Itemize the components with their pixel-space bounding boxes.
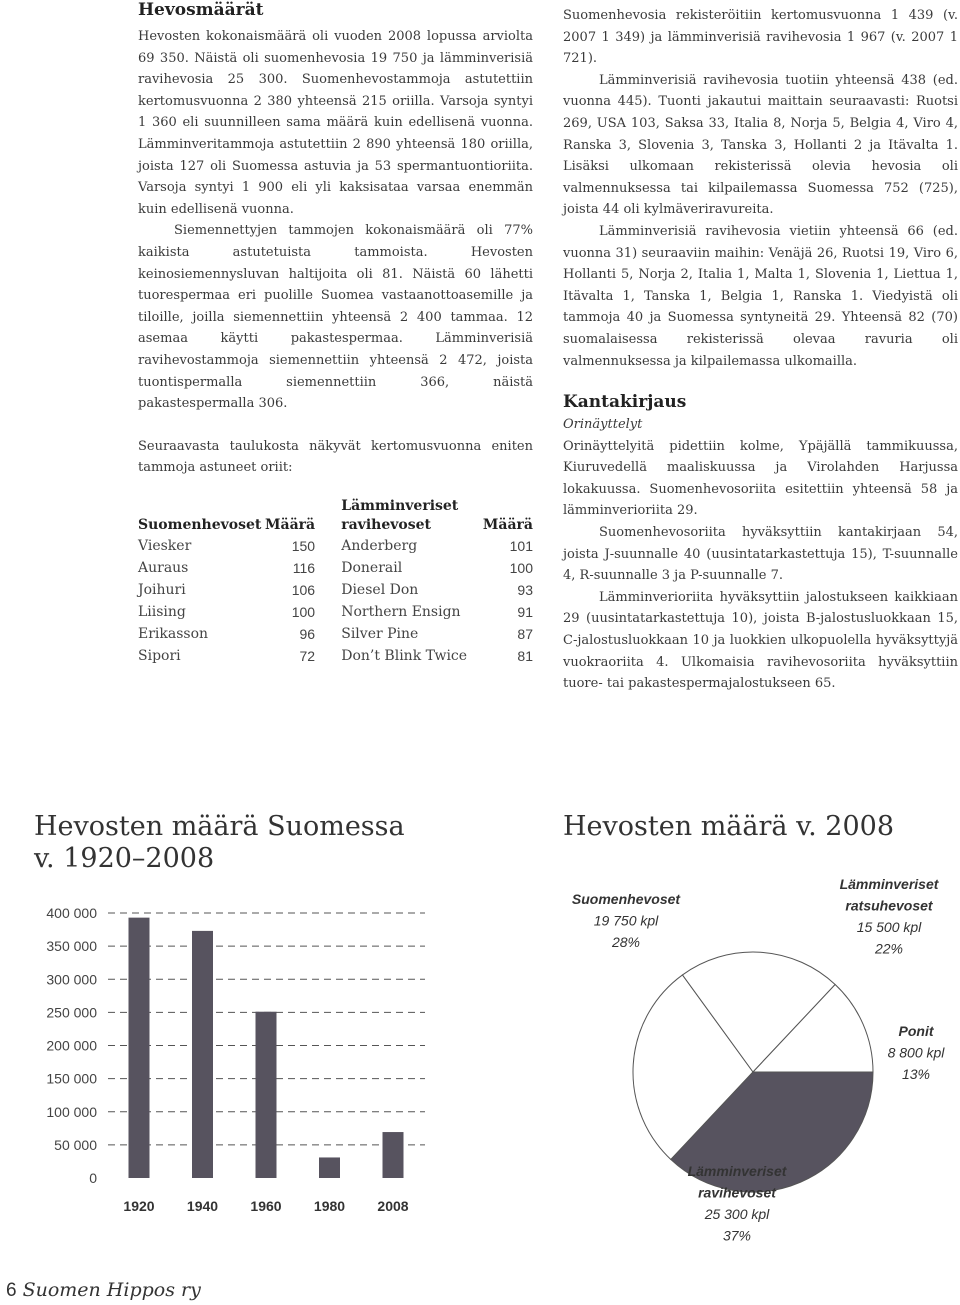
bar-1920 bbox=[129, 918, 150, 1178]
paragraph-exports: Lämminverisiä ravihevosia vietiin yhteensä 66 (ed. vuonna 31) seuraaviin maihin: Venäjä 26, Ruotsi 19, Viro 6, Hollanti 5, Norja 2, Italia 1, Malta 1, Slovenia 1, Liettua 1, Itävalta 1, Tanska 1, Belgia 1, Ranska 1. Viedyistä oli tammoja 40 ja Suomessa syntyneitä 29. Yhteensä 82 (70) suomalaisessa rekisterissä olevaa ravuria oli valmennuksessa ja kilpailemassa ulkomailla. bbox=[563, 223, 958, 369]
page-footer bbox=[6, 1279, 201, 1302]
y-tick-label: 50 000 bbox=[54, 1136, 97, 1153]
x-tick-label: 2008 bbox=[377, 1198, 409, 1214]
pie-label-percent: 13% bbox=[901, 1066, 931, 1082]
paragraph-registrations: Suomenhevosia rekisteröitiin kertomusvuonna 1 439 (v. 2007 1 349) ja lämminverisiä ravihevosia 1 967 (v. 2007 1 721). bbox=[563, 8, 958, 67]
cell-name: Diesel Don bbox=[341, 581, 419, 598]
pie-label-value: 15 500 kpl bbox=[856, 919, 922, 935]
cell-name: Silver Pine bbox=[341, 625, 419, 642]
cell-count: 106 bbox=[291, 581, 316, 598]
pie-label-percent: 28% bbox=[611, 934, 641, 950]
cell-name: Erikasson bbox=[138, 625, 209, 642]
header-maara: Määrä bbox=[265, 516, 316, 533]
cell-name: Northern Ensign bbox=[341, 603, 461, 620]
y-tick-label: 150 000 bbox=[46, 1070, 97, 1087]
page-number: 6 bbox=[6, 1280, 17, 1301]
y-tick-label: 400 000 bbox=[46, 905, 97, 921]
pie-label-name: Lämminveriset bbox=[839, 876, 939, 892]
cell-name: Viesker bbox=[138, 537, 192, 554]
pie-label-name: Suomenhevoset bbox=[571, 891, 681, 907]
stallion-table bbox=[138, 497, 533, 667]
pie-chart bbox=[563, 865, 960, 1245]
cell-name: Sipori bbox=[138, 647, 181, 664]
pie-label-value: 8 800 kpl bbox=[887, 1044, 945, 1061]
pie-label-name: ratsuhevoset bbox=[845, 897, 933, 914]
paragraph-horse-totals: Hevosten kokonaismäärä oli vuoden 2008 lopussa arviolta 69 350. Näistä oli suomenhevosia 19 750 ja lämminverisiä ravihevosia 25 300. Suomenhevostammoja astutettiin kertomusvuonna 2 380 yhteensä 215 oriilla. Varsoja syntyi 1 360 eli suunnilleen sama määrä kuin edellisenä vuonna. Lämminveritammoja astutettiin 2 890 yhteensä 180 oriilla, joista 127 oli Suomessa astuvia ja 53 spermantuontioriita. Varsoja syntyi 1 900 eli yli kaksisataa varsaa enemmän kuin edellisenä vuonna. bbox=[138, 29, 533, 217]
y-tick-label: 250 000 bbox=[46, 1004, 97, 1021]
paragraph-imports: Lämminverisiä ravihevosia tuotiin yhteensä 438 (ed. vuonna 445). Tuonti jakautui maittain seuraavasti: Ruotsi 269, USA 103, Saksa 33, Italia 8, Norja 5, Belgia 4, Viro 4, Ranska 3, Slovenia 3, Tanska 3, Hollanti 2 ja Itävalta 1. Lisäksi ulkomaan rekisterissä olevia hevosia oli valmennuksessa tai kilpailemassa Suomessa 752 (725), joista 44 oli kylmäveriravureita. bbox=[563, 72, 958, 218]
paragraph-finnhorse-approvals: Suomenhevosoriita hyväksyttiin kantakirjaan 54, joista J-suunnalle 40 (uusintatarkastettuja 15), T-suunnalle 4, R-suunnalle 3 ja P-suunnalle 7. bbox=[563, 525, 958, 584]
pie-label-value: 19 750 kpl bbox=[593, 912, 659, 929]
cell-count: 100 bbox=[291, 603, 316, 620]
bar-1980 bbox=[319, 1157, 340, 1178]
cell-count: 96 bbox=[299, 625, 316, 642]
section-heading-hevosmaarat: Hevosmäärät bbox=[138, 0, 264, 20]
paragraph-insemination: Siemennettyjen tammojen kokonaismäärä oli 77% kaikista astutetuista tammoista. Hevosten keinosiemennysluvan haltijoita oli 81. Näistä 60 lähetti tuorespermaa eri puolille Suomea vastaanottoasemille ja tiloille, joilla siemennettiin yhteensä 2 400 tammaa. 12 asemaa käytti pakastespermaa. Lämminverisiä ravihevostammoja siemennettiin yhteensä 2 472, joista tuontispermalla siemennettiin 366, näistä pakastespermalla 306. bbox=[138, 223, 533, 412]
pie-label-percent: 37% bbox=[722, 1227, 752, 1244]
bar-2008 bbox=[383, 1132, 404, 1178]
pie-label-percent: 22% bbox=[874, 940, 904, 957]
section-heading-kantakirjaus: Kantakirjaus bbox=[563, 392, 687, 413]
y-tick-label: 0 bbox=[89, 1170, 97, 1186]
right-column bbox=[563, 5, 958, 695]
header-lamminveriset: Lämminveriset ravihevoset bbox=[341, 497, 459, 533]
bar-chart-title-line2: v. 1920–2008 bbox=[34, 843, 215, 874]
y-tick-label: 200 000 bbox=[46, 1037, 97, 1054]
paragraph-table-intro: Seuraavasta taulukosta näkyvät kertomusvuonna eniten tammoja astuneet oriit: bbox=[138, 438, 533, 476]
x-tick-label: 1920 bbox=[123, 1198, 155, 1214]
stallion-table-header bbox=[138, 497, 533, 535]
x-tick-label: 1940 bbox=[186, 1198, 219, 1214]
cell-count: 81 bbox=[517, 647, 533, 664]
cell-count: 93 bbox=[517, 581, 533, 598]
bar-chart-title bbox=[34, 811, 405, 875]
cell-count: 72 bbox=[299, 647, 316, 664]
left-column bbox=[138, 0, 533, 667]
header-maara-2: Määrä bbox=[482, 516, 533, 533]
y-tick-label: 350 000 bbox=[46, 938, 97, 955]
table-row bbox=[138, 601, 533, 623]
cell-count: 116 bbox=[292, 559, 316, 576]
table-row bbox=[138, 645, 533, 667]
cell-name: Anderberg bbox=[341, 537, 418, 554]
cell-count: 150 bbox=[291, 537, 316, 554]
pie-label-name: ravihevoset bbox=[698, 1184, 776, 1201]
table-row bbox=[138, 557, 533, 579]
y-tick-label: 100 000 bbox=[46, 1103, 97, 1120]
pie-label-value: 25 300 kpl bbox=[704, 1206, 770, 1222]
paragraph-shows: Orinäyttelyitä pidettiin kolme, Ypäjällä tammikuussa, Kiuruvedellä maaliskuussa ja Virolahden Harjussa lokakuussa. Suomenhevosoriita esitettiin yhteensä 58 ja lämminverioriita 29. bbox=[563, 438, 958, 519]
pie-label-name: Ponit bbox=[898, 1023, 934, 1039]
table-row bbox=[138, 623, 533, 645]
cell-name: Joihuri bbox=[138, 581, 186, 598]
cell-name: Liising bbox=[138, 603, 186, 620]
header-suomenhevoset: Suomenhevoset bbox=[138, 516, 262, 533]
cell-count: 91 bbox=[517, 603, 533, 620]
pie-chart-title: Hevosten määrä v. 2008 bbox=[563, 811, 895, 842]
cell-count: 100 bbox=[509, 559, 533, 576]
bar-chart bbox=[0, 895, 430, 1235]
bar-1960 bbox=[256, 1012, 277, 1178]
cell-count: 101 bbox=[509, 537, 533, 554]
y-tick-label: 300 000 bbox=[46, 971, 97, 988]
subheading-orinayttelyt: Orinäyttelyt bbox=[563, 417, 643, 433]
cell-count: 87 bbox=[517, 625, 533, 642]
cell-name: Auraus bbox=[138, 559, 189, 576]
x-tick-label: 1960 bbox=[250, 1198, 282, 1214]
table-row bbox=[138, 535, 533, 557]
bar-chart-title-line1: Hevosten määrä Suomessa bbox=[34, 811, 405, 842]
table-row bbox=[138, 579, 533, 601]
pie-label-name: Lämminveriset bbox=[687, 1163, 787, 1179]
bar-1940 bbox=[192, 931, 213, 1178]
footer-organization: Suomen Hippos ry bbox=[22, 1279, 201, 1301]
paragraph-warmblood-approvals: Lämminverioriita hyväksyttiin jalostukseen kaikkiaan 29 (uusintatarkastettuja 10), joista B-jalostusluokkaan 15, C-jalostusluokkaan 10 ja luokkien ulkopuolella hyväksyttyjä vuokraoriita 4. Ulkomaisia ravihevosoriita hyväksyttiin tuore- tai pakastespermajalostukseen 65. bbox=[563, 589, 958, 692]
cell-name: Don’t Blink Twice bbox=[341, 647, 468, 664]
cell-name: Donerail bbox=[341, 559, 403, 576]
x-tick-label: 1980 bbox=[313, 1198, 346, 1214]
